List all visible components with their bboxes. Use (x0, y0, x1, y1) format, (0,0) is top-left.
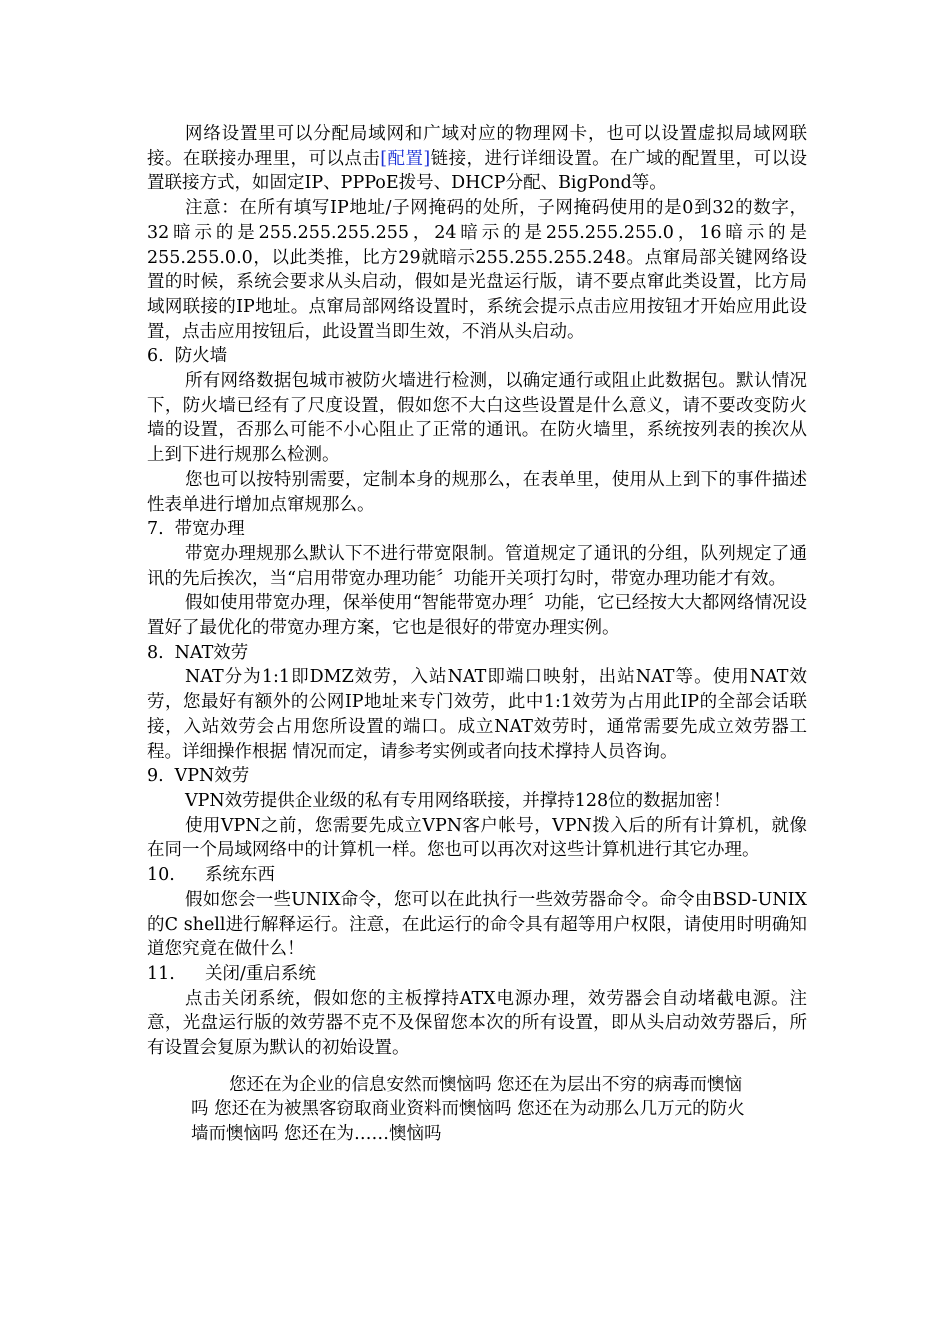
paragraph-system-tools-1: 假如您会一些UNIX命令，您可以在此执行一些效劳器命令。命令由BSD-UNIX的C shell进行解释运行。注意，在此运行的命令具有超等用户权限，请使用时明确知道您究竟在做什么！ (147, 889, 807, 960)
section-number: 10. (147, 865, 175, 886)
paragraph-text: 链接，进行详细设置。在广域的配置里，可以设置联接方式，如固定IP、PPPoE拨号、DHCP分配、BigPond等。 (147, 148, 808, 194)
paragraph-firewall-2: 您也可以按特别需要，定制本身的规那么，在表单里，使用从上到下的事件描述性表单进行增加点窜规那么。 (147, 469, 807, 515)
paragraph-text: 网络设置里可以分配局域网和广域对应的物理网卡，也可以设置虚拟局域网联接。在联接办理里，可以点击 (147, 124, 807, 169)
section-heading-nat (147, 641, 807, 666)
paragraph-subnet-note: 注意：在所有填写IP地址/子网掩码的处所，子网掩码使用的是0到32的数字，32暗示的是255.255.255.255，24暗示的是255.255.255.0，16暗示的是255.255.0.0，以此类推，比方29就暗示255.255.255.248。点窜局部关键网络设置的时候，系统会要求从头启动，假如是光盘运行版，请不要点窜此类设置，比方局域网联接的IP地址。点窜局部网络设置时，系统会提示点击应用按钮才开始应用此设置，点击应用按钮后，此设置当即生效，不消从头启动。 (147, 198, 807, 342)
paragraph-bandwidth-1: 带宽办理规那么默认下不进行带宽限制。管道规定了通讯的分组，队列规定了通讯的先后挨次，当“启用带宽办理功能〞功能开关项打勾时，带宽办理功能才有效。 (147, 543, 807, 589)
section-title: NAT效劳 (174, 642, 249, 663)
section-heading-system-tools (147, 863, 807, 888)
section-number: 9. (147, 766, 164, 787)
paragraph-network-settings (147, 122, 807, 196)
section-title: 带宽办理 (174, 519, 245, 540)
ad-line: 您还在为企业的信息安然而懊恼吗 您还在为层出不穷的病毒而懊恼 (229, 1074, 743, 1095)
paragraph-vpn-1: VPN效劳提供企业级的私有专用网络联接，并撑持128位的数据加密！ (185, 790, 731, 811)
ad-line: 墙而懊恼吗 您还在为……懊恼吗 (191, 1124, 442, 1145)
section-title: 系统东西 (205, 865, 275, 886)
ad-paragraph (191, 1073, 807, 1147)
section-title: 关闭/重启系统 (205, 963, 316, 984)
section-number: 11. (147, 963, 175, 984)
paragraph-firewall-1: 所有网络数据包城市被防火墙进行检测，以确定通行或阻止此数据包。默认情况下，防火墙已经有了尺度设置，假如您不大白这些设置是什么意义，请不要改变防火墙的设置，否那么可能不小心阻止了正常的通讯。在防火墙里，系统按列表的挨次从上到下进行规那么检测。 (147, 371, 807, 466)
section-number: 6. (147, 346, 164, 367)
section-heading-shutdown (147, 962, 807, 987)
paragraph-nat-1: NAT分为1:1即DMZ效劳，入站NAT即端口映射，出站NAT等。使用NAT效劳，您最好有额外的公网IP地址来专门效劳，此中1:1效劳为占用此IP的全部会话联接，入站效劳会占用您所设置的端口。成立NAT效劳时，通常需要先成立效劳器工程。详细操作根据 情况而定，请参考实例或者向技术撑持人员咨询。 (147, 667, 807, 762)
paragraph-shutdown-1: 点击关闭系统，假如您的主板撑持ATX电源办理，效劳器会自动堵截电源。注意，光盘运行版的效劳器不克不及保留您本次的所有设置，即从头启动效劳器后，所有设置会复原为默认的初始设置。 (147, 988, 807, 1059)
paragraph-bandwidth-2: 假如使用带宽办理，保举使用“智能带宽办理〞功能，它已经按大大都网络情况设置好了最优化的带宽办理方案，它也是很好的带宽办理实例。 (147, 593, 807, 639)
ad-line: 吗 您还在为被黑客窃取商业资料而懊恼吗 您还在为动那么几万元的防火 (191, 1099, 745, 1120)
section-heading-bandwidth (147, 517, 807, 542)
section-number: 8. (147, 642, 164, 663)
paragraph-vpn-2: 使用VPN之前，您需要先成立VPN客户帐号，VPN拨入后的所有计算机，就像在同一个局域网络中的计算机一样。您也可以再次对这些计算机进行其它办理。 (147, 815, 807, 861)
section-heading-vpn (147, 764, 807, 789)
section-title: VPN效劳 (174, 766, 250, 787)
document-body (147, 122, 807, 1147)
config-link[interactable]: [配置] (380, 148, 431, 169)
section-number: 7. (147, 519, 164, 540)
section-heading-firewall (147, 344, 807, 369)
section-title: 防火墙 (174, 346, 228, 367)
